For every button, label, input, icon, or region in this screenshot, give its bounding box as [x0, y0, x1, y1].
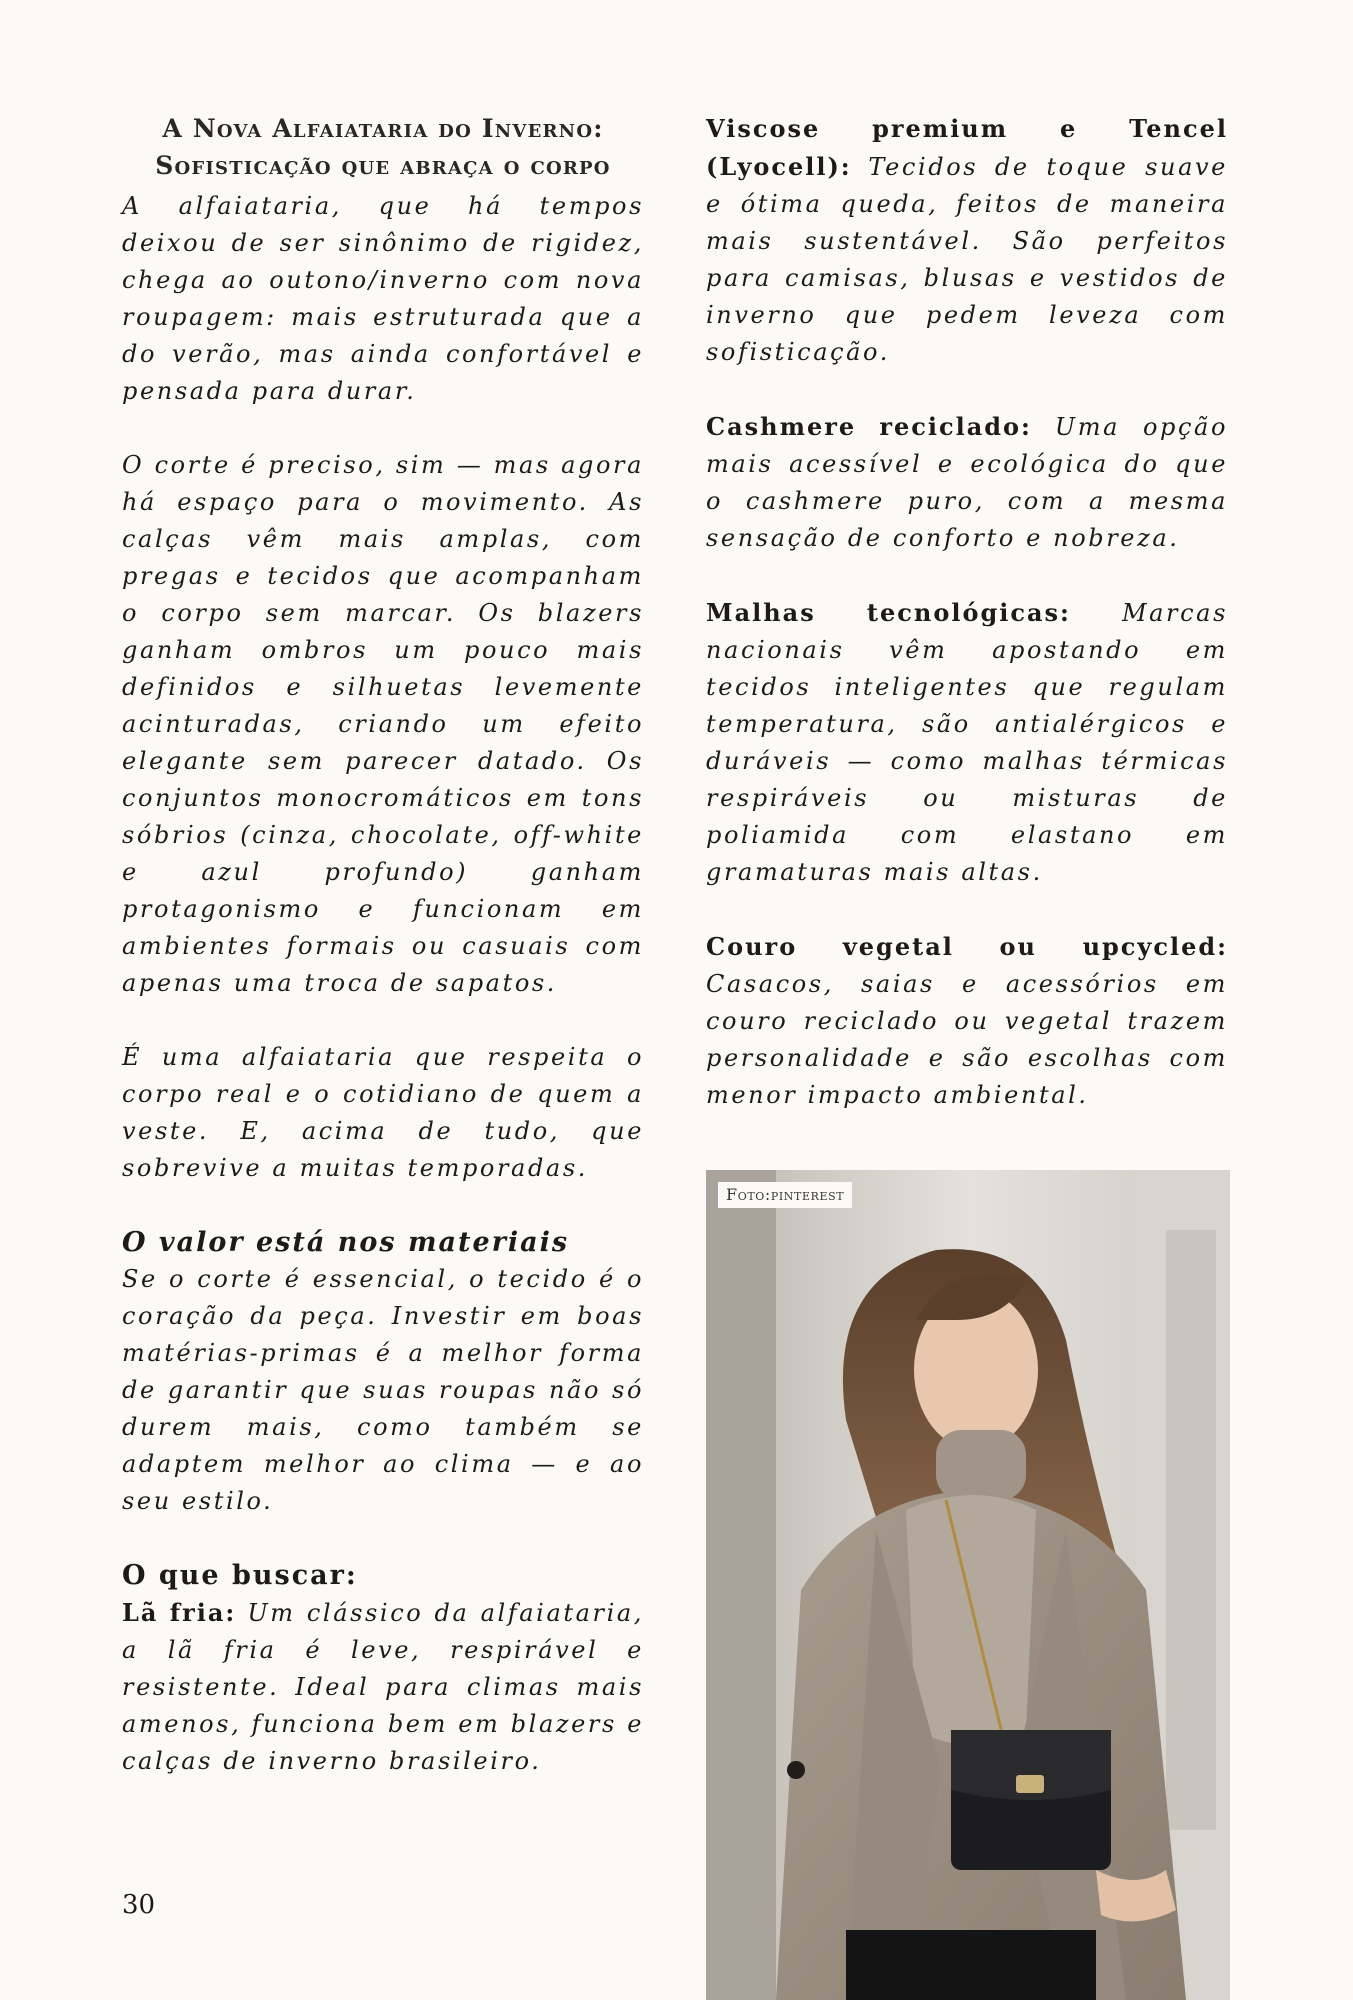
body-paragraph-2: É uma alfaiataria que respeita o corpo real e o cotidiano de quem a veste. E, acima de tudo, que sobrevive a muitas temporadas. — [122, 1043, 644, 1182]
material-term: Cashmere reciclado: — [706, 412, 1032, 441]
left-column — [122, 110, 644, 1780]
material-term: Couro vegetal ou upcycled: — [706, 932, 1228, 961]
right-column — [706, 110, 1228, 1114]
material-item — [122, 1594, 644, 1780]
section-heading-what-to-look-for: O que buscar: — [122, 1560, 358, 1591]
material-description: Marcas nacionais vêm apostando em tecidos inteligentes que regulam temperatura, são antialérgicos e duráveis — como malhas térmicas respiráveis ou misturas de poliamida com elastano em gramaturas mais altas. — [706, 599, 1228, 886]
title-line-1: A Nova Alfaiataria do Inverno: — [162, 114, 604, 143]
material-item — [706, 408, 1228, 557]
material-item — [706, 594, 1228, 891]
intro-paragraph: A alfaiataria, que há tempos deixou de ser sinônimo de rigidez, chega ao outono/inverno com nova roupagem: mais estruturada que a do verão, mas ainda confortável e pensada para durar. — [122, 192, 644, 405]
material-description: Um clássico da alfaiataria, a lã fria é leve, respirável e resistente. Ideal para climas mais amenos, funciona bem em blazers e calças de inverno brasileiro. — [122, 1599, 644, 1775]
material-item — [706, 110, 1228, 371]
materials-paragraph: Se o corte é essencial, o tecido é o coração da peça. Investir em boas matérias-primas é a melhor forma de garantir que suas roupas não só durem mais, como também se adaptem melhor ao clima — e ao seu estilo. — [122, 1265, 644, 1515]
material-term: Malhas tecnológicas: — [706, 598, 1071, 627]
material-term: Lã fria: — [122, 1598, 237, 1627]
body-paragraph-1: O corte é preciso, sim — mas agora há espaço para o movimento. As calças vêm mais amplas, com pregas e tecidos que acompanham o corpo sem marcar. Os blazers ganham ombros um pouco mais definidos e silhuetas levemente acinturadas, criando um efeito elegante sem parecer datado. Os conjuntos monocromáticos em tons sóbrios (cinza, chocolate, off-white e azul profundo) ganham protagonismo e funcionam em ambientes formais ou casuais com apenas uma troca de sapatos. — [122, 451, 644, 997]
material-description: Tecidos de toque suave e ótima queda, feitos de maneira mais sustentável. São perfeitos para camisas, blusas e vestidos de inverno que pedem leveza com sofisticação. — [706, 153, 1228, 366]
title-line-2: Sofisticação que abraça o corpo — [155, 151, 611, 180]
photo-credit: Foto:pinterest — [718, 1182, 852, 1208]
material-term: Viscose premium e Tencel (Lyocell): — [706, 114, 1228, 181]
material-item — [706, 928, 1228, 1114]
photo-illustration — [706, 1170, 1230, 2000]
section-heading-materials: O valor está nos materiais — [122, 1227, 570, 1258]
page-number: 30 — [122, 1890, 156, 1920]
material-description: Casacos, saias e acessórios em couro reciclado ou vegetal trazem personalidade e são escolhas com menor impacto ambiental. — [706, 970, 1228, 1109]
material-description: Uma opção mais acessível e ecológica do que o cashmere puro, com a mesma sensação de conforto e nobreza. — [706, 413, 1228, 552]
article-title — [122, 110, 644, 184]
fashion-photo — [706, 1170, 1230, 2000]
